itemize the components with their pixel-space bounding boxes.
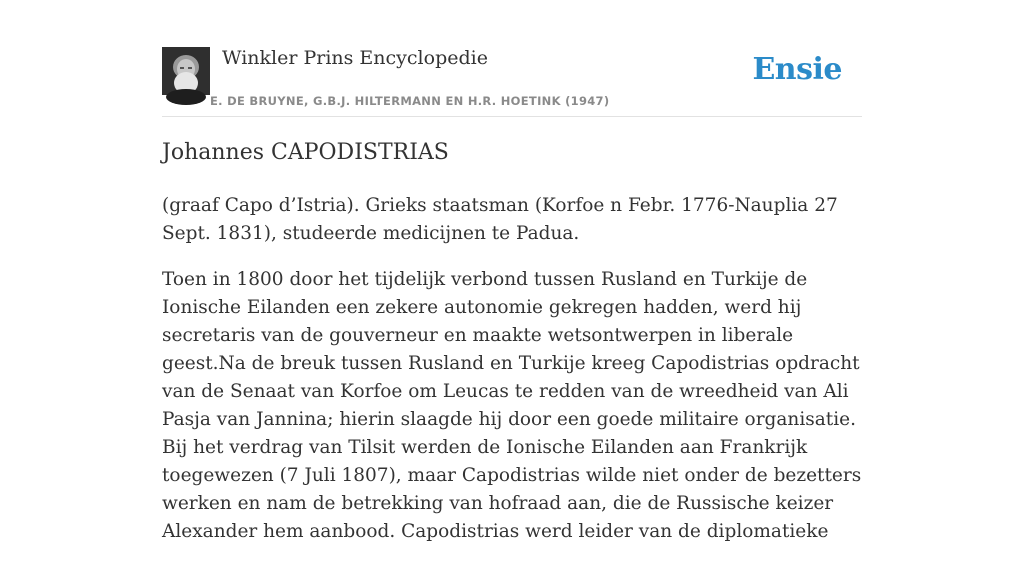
portrait-image [162,47,210,95]
ensie-logo[interactable]: Ensie [752,52,842,87]
article-title: Johannes CAPODISTRIAS [162,140,449,165]
article-paragraph: Toen in 1800 door het tijdelijk verbond tussen Rusland en Turkije de Ionische Eilanden een zekere autonomie gekregen hadden, werd hij secretaris van de gouverneur en maakte wetsontwerpen in liberale geest.Na de breuk tussen Rusland en Turkije kreeg Capodistrias opdracht van de Senaat van Korfoe om Leucas te redden van de wreedheid van Ali Pasja van Jannina; hierin slaagde hij door een goede militaire organisatie. Bij het verdrag van Tilsit werden de Ionische Eilanden aan Frankrijk toegewezen (7 Juli 1807), maar Capodistrias wilde niet onder de bezetters werken en nam de betrekking van hofraad aan, die de Russische keizer Alexander hem aanbood. Capodistrias werd leider van de diplomatieke [162,269,862,542]
source-title[interactable]: Winkler Prins Encyclopedie [222,47,488,69]
source-header [162,46,862,117]
article-body [162,192,862,564]
source-authors: E. DE BRUYNE, G.B.J. HILTERMANN EN H.R. HOETINK (1947) [210,94,610,108]
author-avatar[interactable] [162,47,210,95]
article-paragraph: (graaf Capo d’Istria). Grieks staatsman (Korfoe n Febr. 1776-Nauplia 27 Sept. 1831), studeerde medicijnen te Padua. [162,195,838,244]
